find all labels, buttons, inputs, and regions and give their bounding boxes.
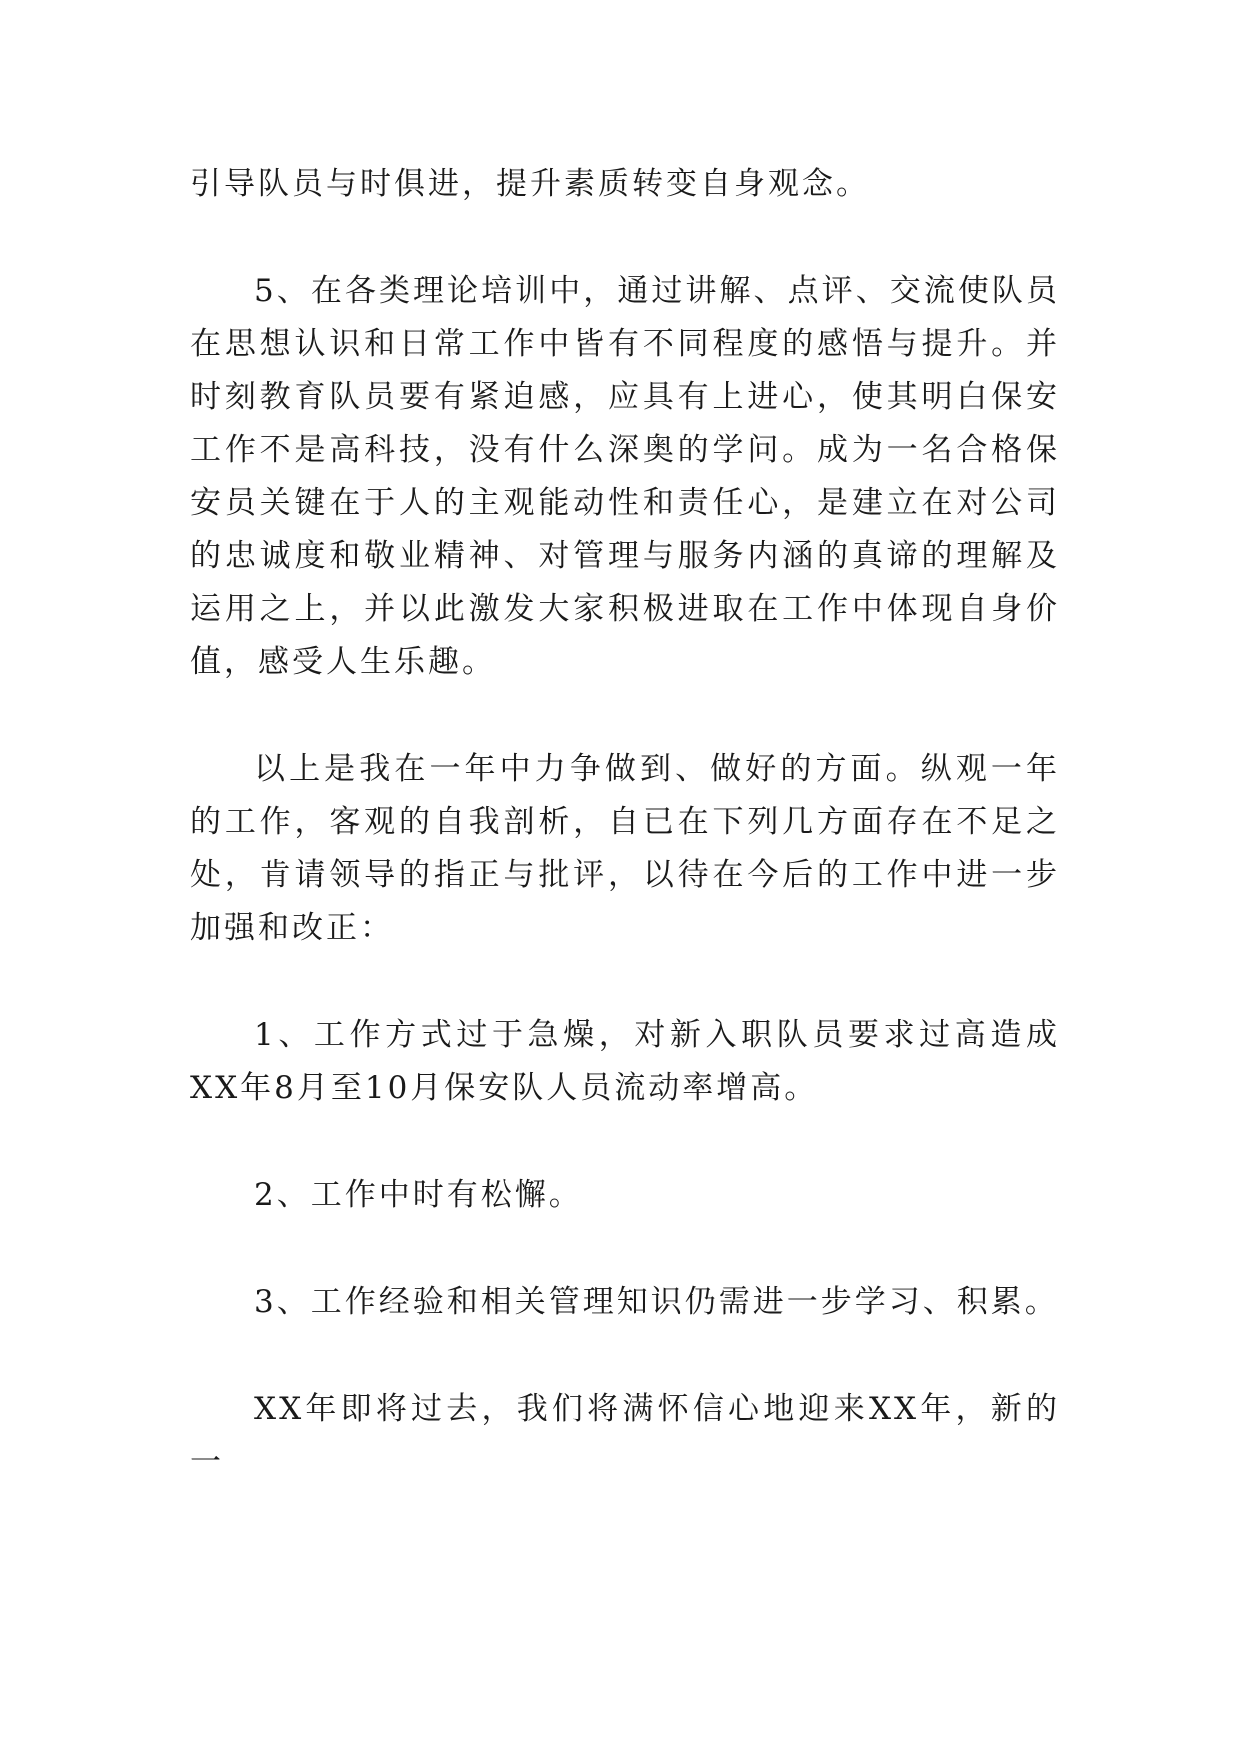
paragraph-4: 1、工作方式过于急燥，对新入职队员要求过高造成XX年8月至10月保安队人员流动率增高。 <box>190 1017 1060 1106</box>
paragraph-gap <box>190 689 1060 743</box>
paragraph-2: 5、在各类理论培训中，通过讲解、点评、交流使队员在思想认识和日常工作中皆有不同程度的感悟与提升。并时刻教育队员要有紧迫感，应具有上进心，使其明白保安工作不是高科技，没有什么深奥的学问。成为一名合格保安员关键在于人的主观能动性和责任心，是建立在对公司的忠诚度和敬业精神、对管理与服务内涵的真谛的理解及运用之上，并以此激发大家积极进取在工作中体现自身价值，感受人生乐趣。 <box>190 273 1060 680</box>
paragraph-gap <box>190 1222 1060 1276</box>
paragraph-5: 2、工作中时有松懈。 <box>254 1177 583 1213</box>
paragraph-gap <box>190 1115 1060 1169</box>
document-body <box>190 158 1060 1489</box>
paragraph-gap <box>190 1329 1060 1383</box>
paragraph-3: 以上是我在一年中力争做到、做好的方面。纵观一年的工作，客观的自我剖析，自已在下列几方面存在不足之处，肯请领导的指正与批评，以待在今后的工作中进一步加强和改正： <box>190 751 1060 946</box>
paragraph-gap <box>190 211 1060 265</box>
paragraph-gap <box>190 955 1060 1009</box>
paragraph-7: XX年即将过去，我们将满怀信心地迎来XX年，新的一 <box>190 1391 1060 1480</box>
paragraph-1: 引导队员与时俱进，提升素质转变自身观念。 <box>190 166 870 202</box>
paragraph-6: 3、工作经验和相关管理知识仍需进一步学习、积累。 <box>254 1284 1059 1320</box>
